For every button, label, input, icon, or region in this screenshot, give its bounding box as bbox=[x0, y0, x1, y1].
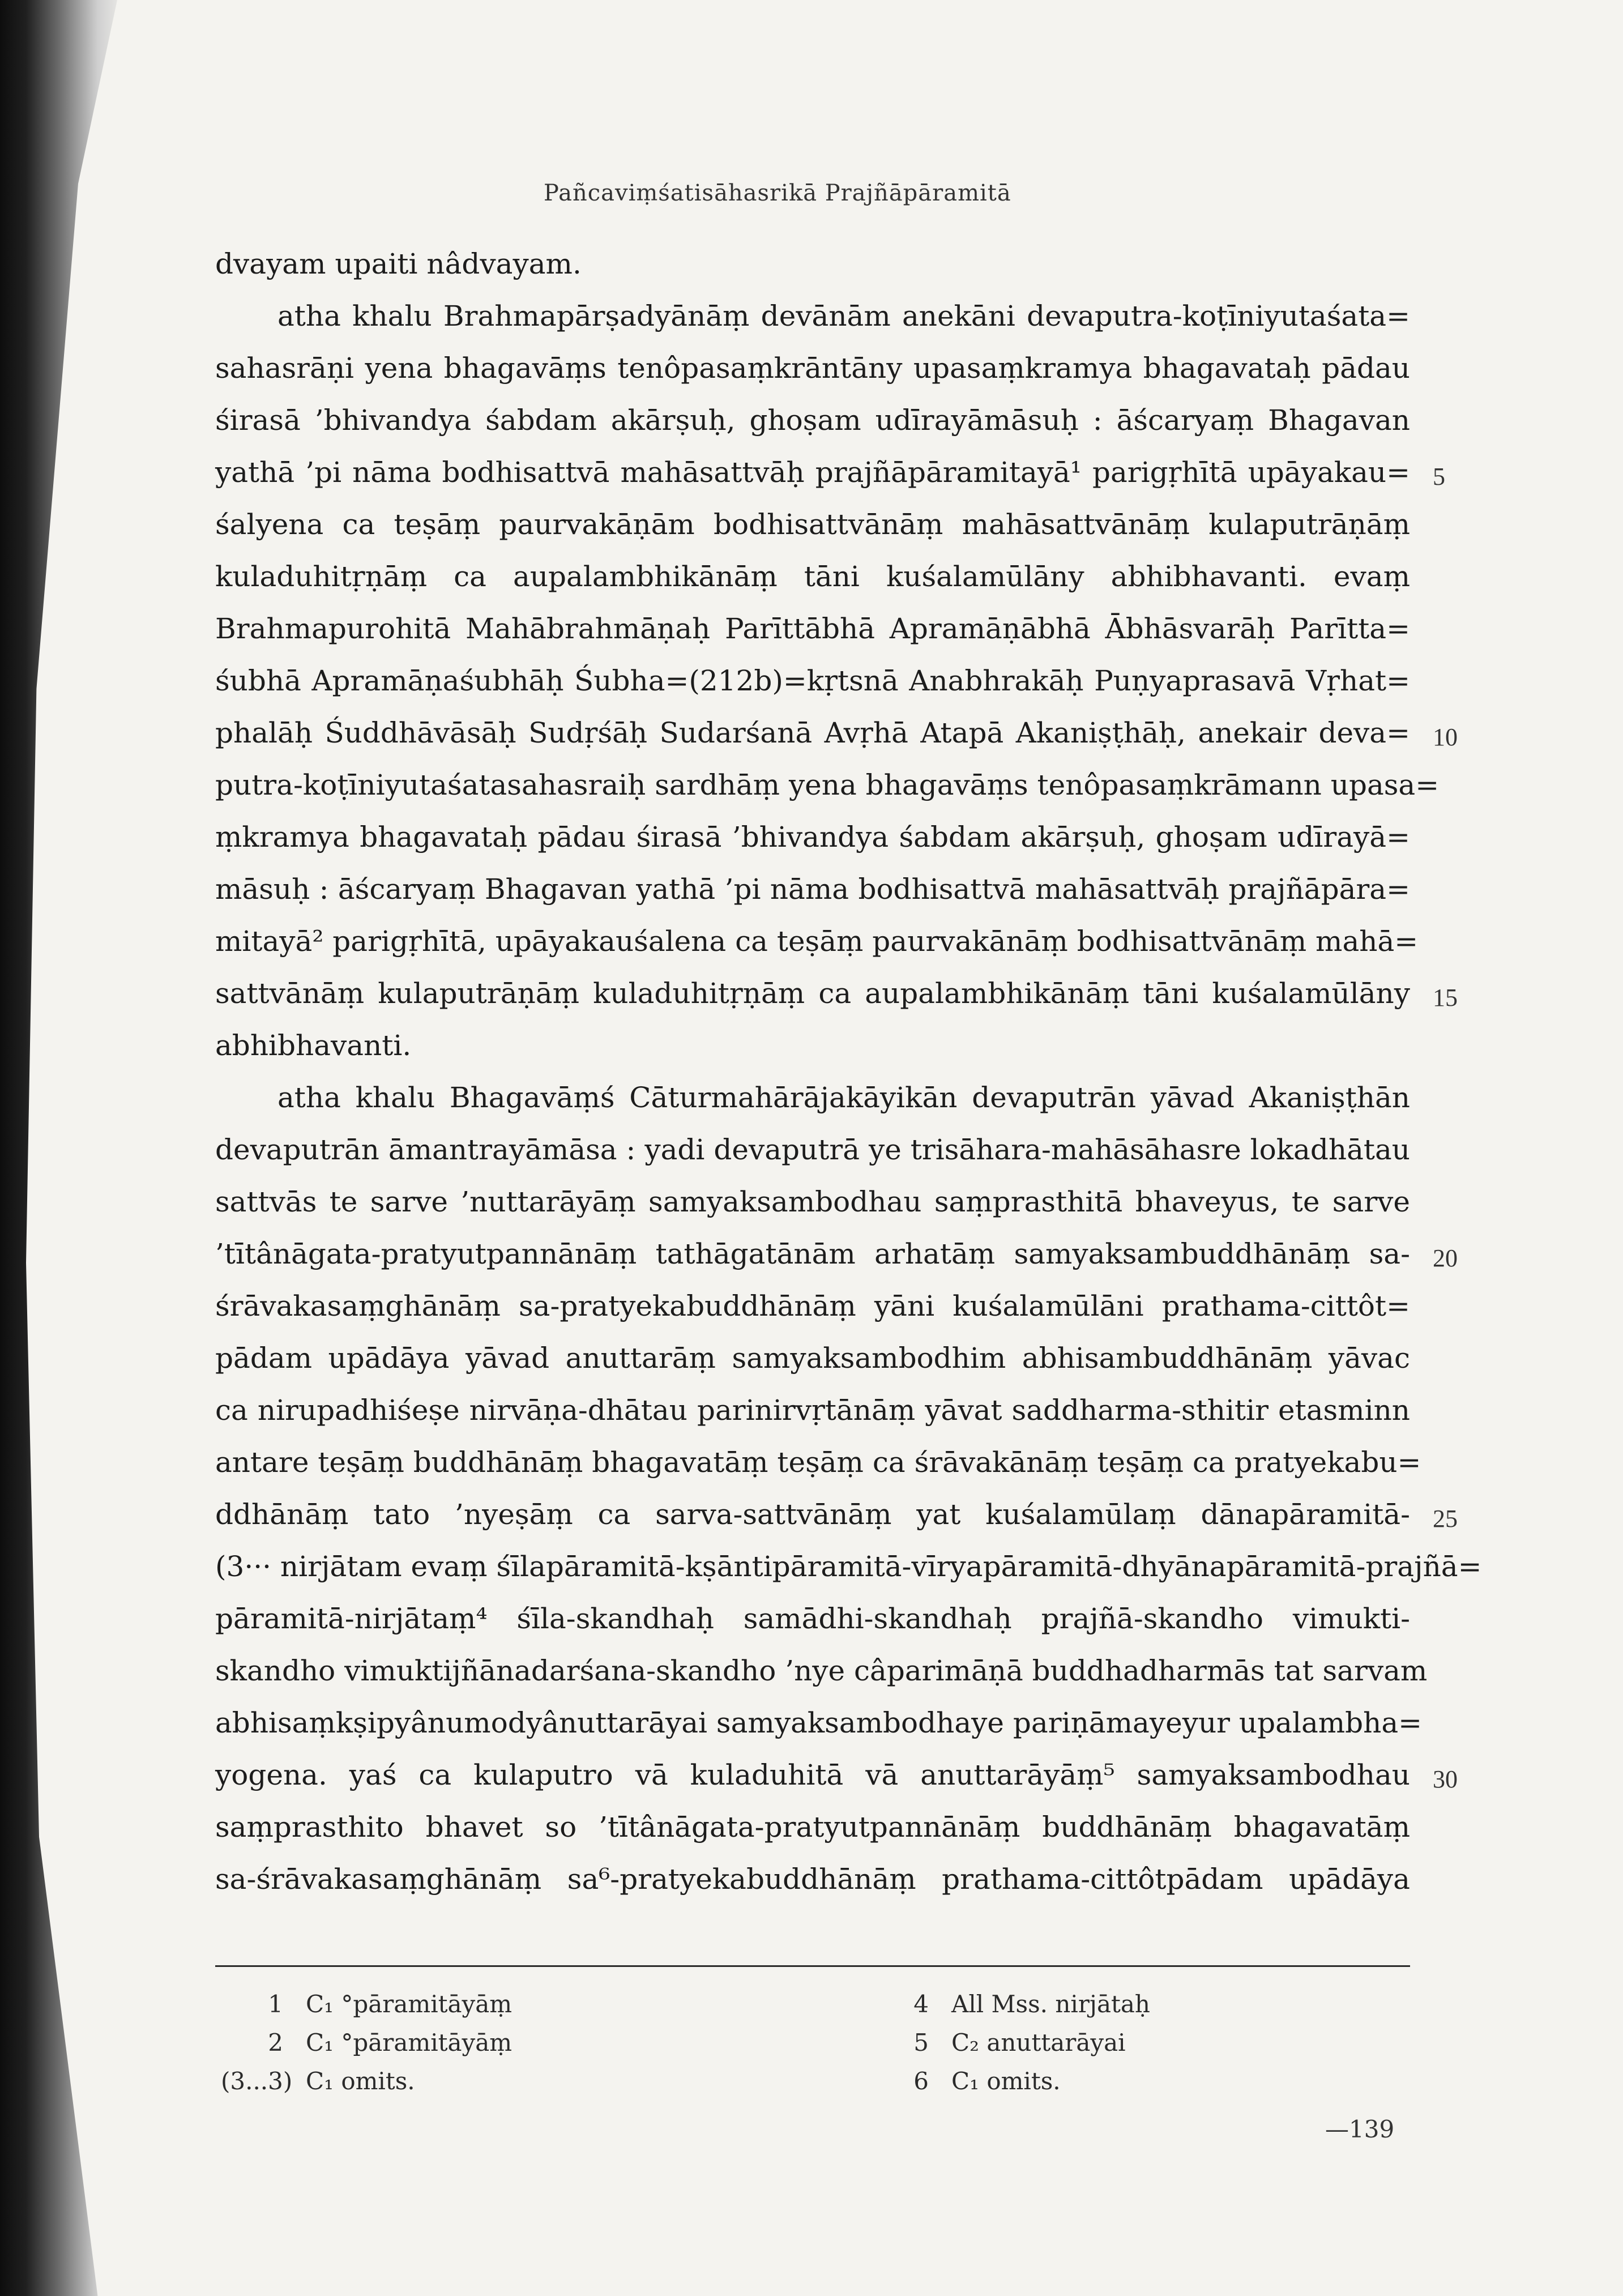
footnote bbox=[866, 2024, 1150, 2062]
text-line bbox=[215, 1853, 1410, 1905]
text-line bbox=[215, 863, 1410, 915]
text-line-content: abhibhavanti. bbox=[215, 1029, 412, 1062]
text-line bbox=[215, 1384, 1410, 1436]
text-line bbox=[215, 603, 1410, 655]
text-line bbox=[215, 1436, 1421, 1488]
text-line-content: yogena. yaś ca kulaputro vā kuladuhitā vā anuttarāyāṃ⁵ samyaksambodhau bbox=[215, 1759, 1410, 1791]
footnote-text: All Mss. nirjātaḥ bbox=[951, 1990, 1150, 2018]
text-line bbox=[215, 1488, 1458, 1540]
footnote-text: C₂ anuttarāyai bbox=[951, 2029, 1126, 2056]
text-line-content: Brahmapurohitā Mahābrahmāṇaḥ Parīttābhā Apramāṇābhā Ābhāsvarāḥ Parītta= bbox=[215, 612, 1410, 645]
text-line bbox=[215, 1072, 1410, 1124]
footnotes-right-column bbox=[866, 1985, 1150, 2101]
line-number: 10 bbox=[1433, 723, 1458, 751]
footnote-text: C₁ omits. bbox=[951, 2067, 1061, 2095]
text-line bbox=[215, 811, 1410, 863]
text-line bbox=[215, 394, 1410, 446]
footnote bbox=[221, 2062, 512, 2101]
footnote-number: 4 bbox=[913, 1990, 929, 2018]
text-line-content: sattvānāṃ kulaputrāṇāṃ kuladuhitṛṇāṃ ca aupalambhikānāṃ tāni kuśalamūlāny bbox=[215, 977, 1410, 1010]
text-line bbox=[215, 446, 1445, 498]
footnote bbox=[221, 2024, 512, 2062]
text-line-content: antare teṣāṃ buddhānāṃ bhagavatāṃ teṣāṃ ca śrāvakānāṃ teṣāṃ ca pratyekabu= bbox=[215, 1446, 1421, 1479]
footnote bbox=[866, 2062, 1150, 2101]
running-head: Pañcaviṃśatisāhasrikā Prajñāpāramitā bbox=[544, 180, 1011, 206]
text-line-content: skandho vimuktijñānadarśana-skandho ’nye câparimāṇā buddhadharmās tat sarvam bbox=[215, 1654, 1428, 1687]
text-line bbox=[215, 1801, 1410, 1853]
text-line-content: atha khalu Bhagavāṃś Cāturmahārājakāyikān devaputrān yāvad Akaniṣṭhān bbox=[277, 1081, 1410, 1114]
footnote-number: 2 bbox=[268, 2029, 283, 2056]
text-line bbox=[215, 498, 1410, 550]
text-line-content: mitayā² parigṛhītā, upāyakauśalena ca teṣāṃ paurvakānāṃ bodhisattvānāṃ mahā= bbox=[215, 925, 1419, 958]
text-line bbox=[215, 1124, 1410, 1176]
text-line bbox=[215, 1019, 1410, 1072]
text-line-content: śrāvakasaṃghānāṃ sa-pratyekabuddhānāṃ yāni kuśalamūlāni prathama-cittôt= bbox=[215, 1290, 1410, 1322]
text-line bbox=[215, 342, 1410, 394]
text-line-content: phalāḥ Śuddhāvāsāḥ Sudṛśāḥ Sudarśanā Avṛhā Atapā Akaniṣṭhāḥ, anekair deva= bbox=[215, 716, 1410, 749]
text-line bbox=[215, 1176, 1410, 1228]
text-line-content: śalyena ca teṣāṃ paurvakāṇām bodhisattvānāṃ mahāsattvānāṃ kulaputrāṇāṃ bbox=[215, 508, 1410, 541]
text-line-content: devaputrān āmantrayāmāsa : yadi devaputrā ye trisāhara-mahāsāhasre lokadhātau bbox=[215, 1133, 1410, 1166]
text-line bbox=[215, 238, 1410, 290]
text-line bbox=[215, 707, 1458, 759]
text-line bbox=[215, 967, 1458, 1019]
text-line bbox=[215, 1749, 1458, 1801]
footnote-rule bbox=[215, 1965, 1410, 1967]
text-line bbox=[215, 915, 1419, 967]
line-number: 15 bbox=[1433, 984, 1458, 1012]
text-line-content: pādam upādāya yāvad anuttarāṃ samyaksambodhim abhisambuddhānāṃ yāvac bbox=[215, 1342, 1410, 1375]
text-line-content: sattvās te sarve ’nuttarāyāṃ samyaksambodhau saṃprasthitā bhaveyus, te sarve bbox=[215, 1185, 1410, 1218]
text-line-content: śirasā ’bhivandya śabdam akārṣuḥ, ghoṣam udīrayāmāsuḥ : āścaryaṃ Bhagavan bbox=[215, 404, 1410, 437]
footnote-number: 5 bbox=[913, 2029, 929, 2056]
text-line-content: sahasrāṇi yena bhagavāṃs tenôpasaṃkrāntāny upasaṃkramya bhagavataḥ pādau bbox=[215, 352, 1410, 385]
text-line bbox=[215, 290, 1410, 342]
text-line-content: kuladuhitṛṇāṃ ca aupalambhikānāṃ tāni kuśalamūlāny abhibhavanti. evaṃ bbox=[215, 560, 1410, 593]
footnote-text: C₁ °pāramitāyāṃ bbox=[306, 2029, 512, 2056]
footnote bbox=[866, 1985, 1150, 2024]
footnotes-left-column bbox=[221, 1985, 512, 2101]
text-line bbox=[215, 1540, 1482, 1593]
text-line bbox=[215, 1280, 1410, 1332]
text-line-content: ca nirupadhiśeṣe nirvāṇa-dhātau parinirvṛtānāṃ yāvat saddharma-sthitir etasminn bbox=[215, 1394, 1410, 1427]
text-line bbox=[215, 655, 1410, 707]
book-spine-shadow bbox=[0, 0, 130, 2296]
footnote bbox=[221, 1985, 512, 2024]
text-line-content: abhisaṃkṣipyânumodyânuttarāyai samyaksambodhaye pariṇāmayeyur upalambha= bbox=[215, 1706, 1423, 1739]
line-number: 30 bbox=[1433, 1765, 1458, 1793]
text-line-content: atha khalu Brahmapārṣadyānāṃ devānām anekāni devaputra-koṭīniyutaśata= bbox=[277, 300, 1410, 332]
text-line bbox=[215, 550, 1410, 603]
footnote-text: C₁ omits. bbox=[306, 2067, 415, 2095]
text-line bbox=[215, 1645, 1428, 1697]
text-line-content: ddhānāṃ tato ’nyeṣāṃ ca sarva-sattvānāṃ yat kuśalamūlaṃ dānapāramitā- bbox=[215, 1498, 1410, 1531]
page-number: —139 bbox=[1325, 2115, 1395, 2143]
line-number: 25 bbox=[1433, 1505, 1458, 1533]
text-line-content: putra-koṭīniyutaśatasahasraiḥ sardhāṃ yena bhagavāṃs tenôpasaṃkrāmann upasa= bbox=[215, 769, 1440, 801]
text-line bbox=[215, 759, 1440, 811]
text-line bbox=[215, 1228, 1458, 1280]
text-line bbox=[215, 1697, 1423, 1749]
text-line-content: yathā ’pi nāma bodhisattvā mahāsattvāḥ prajñāpāramitayā¹ parigṛhītā upāyakau= bbox=[215, 456, 1410, 489]
text-line bbox=[215, 1332, 1410, 1384]
text-line-content: pāramitā-nirjātaṃ⁴ śīla-skandhaḥ samādhi-skandhaḥ prajñā-skandho vimukti- bbox=[215, 1602, 1410, 1635]
text-line-content: sa-śrāvakasaṃghānāṃ sa⁶-pratyekabuddhānāṃ prathama-cittôtpādam upādāya bbox=[215, 1863, 1410, 1896]
line-number: 5 bbox=[1433, 463, 1445, 490]
text-line-content: ṃkramya bhagavataḥ pādau śirasā ’bhivandya śabdam akārṣuḥ, ghoṣam udīrayā= bbox=[215, 821, 1410, 853]
main-text bbox=[215, 238, 1482, 1905]
footnote-number: 1 bbox=[268, 1990, 283, 2018]
text-line-content: (3··· nirjātam evaṃ śīlapāramitā-kṣāntipāramitā-vīryapāramitā-dhyānapāramitā-prajñā= bbox=[215, 1550, 1482, 1583]
line-number: 20 bbox=[1433, 1244, 1458, 1272]
footnote-number: (3...3) bbox=[221, 2067, 293, 2095]
text-line-content: ’tītânāgata-pratyutpannānāṃ tathāgatānām arhatāṃ samyaksambuddhānāṃ sa- bbox=[215, 1237, 1410, 1270]
footnote-text: C₁ °pāramitāyāṃ bbox=[306, 1990, 512, 2018]
text-line-content: māsuḥ : āścaryaṃ Bhagavan yathā ’pi nāma bodhisattvā mahāsattvāḥ prajñāpāra= bbox=[215, 873, 1410, 906]
text-line bbox=[215, 1593, 1410, 1645]
text-line-content: dvayam upaiti nâdvayam. bbox=[215, 247, 582, 280]
footnote-number: 6 bbox=[913, 2067, 929, 2095]
text-line-content: saṃprasthito bhavet so ’tītânāgata-pratyutpannānāṃ buddhānāṃ bhagavatāṃ bbox=[215, 1811, 1410, 1843]
text-line-content: śubhā Apramāṇaśubhāḥ Śubha=(212b)=kṛtsnā Anabhrakāḥ Puṇyaprasavā Vṛhat= bbox=[215, 664, 1410, 697]
